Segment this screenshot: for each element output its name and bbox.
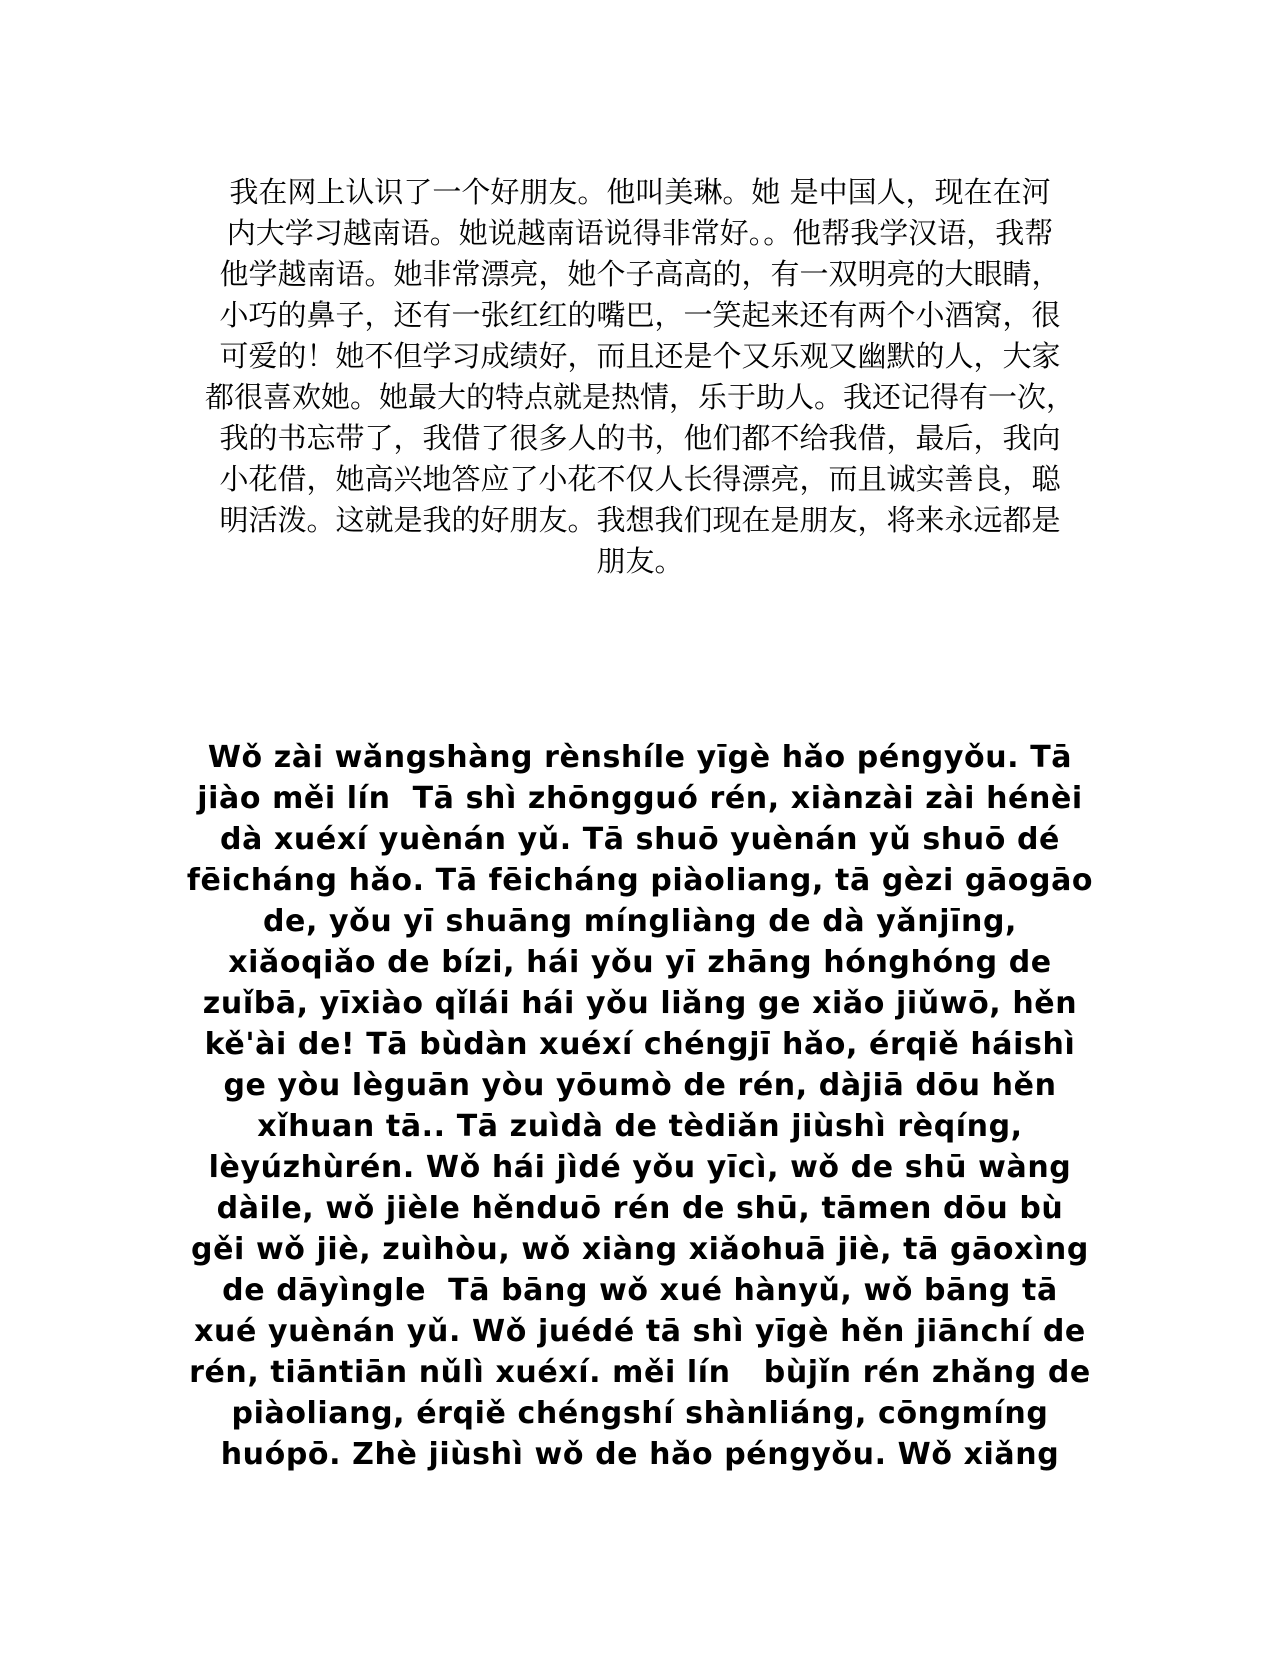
chinese-line: 都很喜欢她。她最大的特点就是热情，乐于助人。我还记得有一次， bbox=[204, 380, 1075, 414]
pinyin-line: kě'ài de! Tā bùdàn xuéxí chéngjī hǎo, érqiě háishì bbox=[204, 1027, 1076, 1062]
pinyin-line: lèyúzhùrén. Wǒ hái jìdé yǒu yīcì, wǒ de shū wàng bbox=[208, 1150, 1072, 1185]
chinese-line: 他学越南语。她非常漂亮，她个子高高的，有一双明亮的大眼睛， bbox=[219, 257, 1061, 291]
pinyin-line: de, yǒu yī shuāng míngliàng de dà yǎnjīng, bbox=[262, 904, 1018, 939]
pinyin-line: zuǐbā, yīxiào qǐlái hái yǒu liǎng ge xiǎo jiǔwō, hěn bbox=[202, 986, 1078, 1021]
pinyin-line: xiǎoqiǎo de bízi, hái yǒu yī zhāng hónghóng de bbox=[228, 945, 1052, 980]
chinese-line: 我在网上认识了一个好朋友。他叫美琳。她 是中国人，现在在河 bbox=[229, 175, 1051, 209]
chinese-line: 小花借，她高兴地答应了小花不仅人长得漂亮，而且诚实善良，聪 bbox=[219, 462, 1061, 496]
pinyin-line: dàile, wǒ jièle hěnduō rén de shū, tāmen dōu bù bbox=[216, 1191, 1064, 1226]
pinyin-line: xué yuènán yǔ. Wǒ juédé tā shì yīgè hěn jiānchí de bbox=[194, 1314, 1086, 1349]
chinese-line: 内大学习越南语。她说越南语说得非常好。。他帮我学汉语，我帮 bbox=[226, 216, 1054, 250]
chinese-line: 明活泼。这就是我的好朋友。我想我们现在是朋友，将来永远都是 bbox=[219, 503, 1061, 537]
chinese-line: 可爱的！她不但学习成绩好，而且还是个又乐观又幽默的人，大家 bbox=[219, 339, 1061, 373]
pinyin-line: huópō. Zhè jiùshì wǒ de hǎo péngyǒu. Wǒ xiǎng bbox=[220, 1437, 1060, 1472]
chinese-line: 小巧的鼻子，还有一张红红的嘴巴，一笑起来还有两个小酒窝，很 bbox=[219, 298, 1061, 332]
pinyin-line: jiào měi lín Tā shì zhōngguó rén, xiànzài zài hénèi bbox=[197, 781, 1083, 816]
pinyin-line: xǐhuan tā.. Tā zuìdà de tèdiǎn jiùshì rèqíng, bbox=[257, 1109, 1023, 1144]
pinyin-line: ge yòu lèguān yòu yōumò de rén, dàjiā dōu hěn bbox=[223, 1068, 1057, 1103]
pinyin-line: gěi wǒ jiè, zuìhòu, wǒ xiàng xiǎohuā jiè, tā gāoxìng bbox=[191, 1232, 1089, 1267]
pinyin-line: rén, tiāntiān nǔlì xuéxí. měi lín bùjǐn rén zhǎng de bbox=[189, 1355, 1091, 1390]
pinyin-line: fēicháng hǎo. Tā fēicháng piàoliang, tā gèzi gāogāo bbox=[186, 863, 1094, 898]
pinyin-line: piàoliang, érqiě chéngshí shànliáng, cōngmíng bbox=[231, 1396, 1049, 1431]
chinese-line: 朋友。 bbox=[596, 544, 684, 578]
pinyin-line: Wǒ zài wǎngshàng rènshíle yīgè hǎo péngyǒu. Tā bbox=[207, 740, 1073, 775]
chinese-line: 我的书忘带了，我借了很多人的书，他们都不给我借，最后，我向 bbox=[219, 421, 1061, 455]
pinyin-line: de dāyìngle Tā bāng wǒ xué hànyǔ, wǒ bāng tā bbox=[222, 1273, 1058, 1308]
pinyin-line: dà xuéxí yuènán yǔ. Tā shuō yuènán yǔ shuō dé bbox=[220, 822, 1060, 857]
